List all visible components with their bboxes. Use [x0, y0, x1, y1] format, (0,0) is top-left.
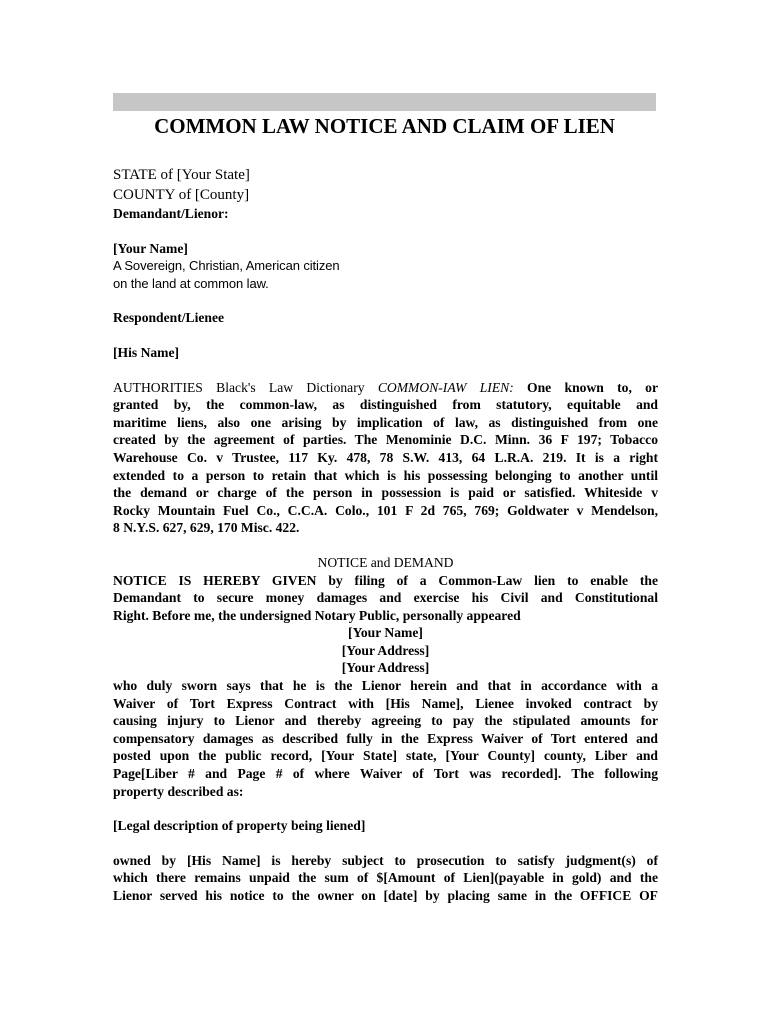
- authorities-text: One known to, or: [513, 379, 658, 395]
- sworn-line: who duly sworn says that he is the Lienor herein and that in accordance with a: [113, 678, 658, 694]
- authorities-line: [113, 379, 658, 397]
- notice-heading: NOTICE and DEMAND: [317, 554, 454, 570]
- notice-line: Demandant to secure money damages and exercise his Civil and Constitutional: [113, 590, 658, 606]
- authorities-line: extended to a person to retain that which is his possessing belonging to another until: [113, 467, 658, 483]
- respondent-name: [His Name]: [113, 344, 180, 360]
- owned-line: owned by [His Name] is hereby subject to prosecution to satisfy judgment(s) of: [113, 852, 658, 868]
- sworn-line: posted upon the public record, [Your State] state, [Your County] county, Liber and: [113, 748, 658, 764]
- owned-line: which there remains unpaid the sum of $[Amount of Lien](payable in gold) and the: [113, 870, 658, 886]
- sworn-paragraph: [113, 677, 658, 800]
- sworn-line: compensatory damages as described fully in the Express Waiver of Tort entered and: [113, 730, 658, 746]
- authorities-line: 8 N.Y.S. 627, 629, 170 Misc. 422.: [113, 520, 300, 536]
- authorities-line: the demand or charge of the person in possession is paid or satisfied. Whiteside v: [113, 485, 658, 501]
- authorities-line: Rocky Mountain Fuel Co., C.C.A. Colo., 101 F 2d 765, 769; Goldwater v Mendelson,: [113, 502, 658, 518]
- address-line-2: [Your Address]: [341, 660, 430, 676]
- citizen-line-2: on the land at common law.: [113, 275, 269, 291]
- authorities-paragraph: [113, 379, 658, 537]
- sworn-line: Waiver of Tort Express Contract with [His Name], Lienee invoked contract by: [113, 695, 658, 711]
- authorities-line: maritime liens, also one arising by implication of law, as distinguished from one: [113, 414, 658, 430]
- header-bar: [113, 93, 656, 111]
- legal-description: [Legal description of property being liened]: [113, 818, 366, 834]
- appeared-name: [Your Name]: [348, 625, 423, 641]
- sworn-line: property described as:: [113, 783, 244, 799]
- authorities-line: created by the agreement of parties. The Menominie D.C. Minn. 36 F 197; Tobacco: [113, 432, 658, 448]
- demandant-label: Demandant/Lienor:: [113, 206, 229, 221]
- address-line-1: [Your Address]: [341, 642, 430, 658]
- authorities-lead: AUTHORITIES Black's Law Dictionary: [113, 379, 378, 395]
- owned-line: Lienor served his notice to the owner on [date] by placing same in the OFFICE OF: [113, 888, 658, 903]
- sworn-line: Page[Liber # and Page # of where Waiver of Tort was recorded]. The following: [113, 766, 658, 782]
- respondent-label: Respondent/Lienee: [113, 310, 225, 326]
- owned-paragraph: [113, 852, 658, 905]
- notice-line: Right. Before me, the undersigned Notary Public, personally appeared: [113, 607, 521, 623]
- sworn-line: causing injury to Lienor and thereby agreeing to pay the stipulated amounts for: [113, 713, 658, 729]
- notice-line: NOTICE IS HEREBY GIVEN by filing of a Common-Law lien to enable the: [113, 572, 658, 588]
- citizen-line-1: A Sovereign, Christian, American citizen: [113, 258, 340, 274]
- state-line: STATE of [Your State]: [113, 167, 250, 183]
- document-title: COMMON LAW NOTICE AND CLAIM OF LIEN: [154, 114, 615, 138]
- document-body: [113, 165, 658, 905]
- demandant-name: [Your Name]: [113, 240, 188, 256]
- authorities-line: granted by, the common-law, as distinguished from statutory, equitable and: [113, 397, 658, 413]
- authorities-line: Warehouse Co. v Trustee, 117 Ky. 478, 78 S.W. 413, 64 L.R.A. 219. It is a right: [113, 449, 658, 465]
- notice-paragraph: [113, 572, 658, 625]
- county-line: COUNTY of [County]: [113, 187, 250, 203]
- authorities-term: COMMON-IAW LIEN:: [377, 379, 514, 395]
